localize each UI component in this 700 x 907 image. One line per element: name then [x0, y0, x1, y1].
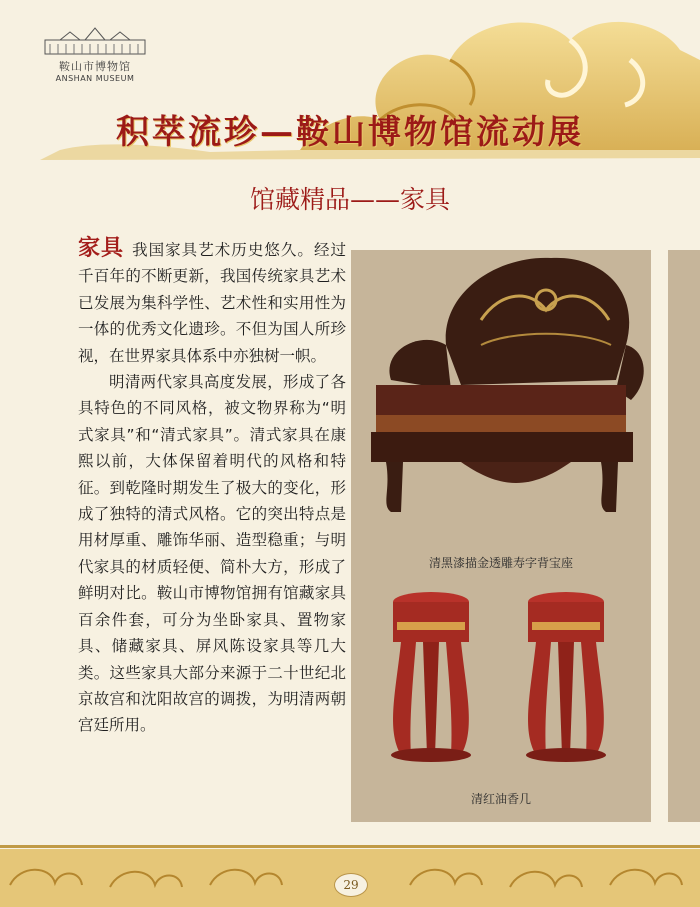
stands-caption: 清红油香几 — [470, 792, 532, 806]
side-photo-strip — [668, 250, 700, 822]
incense-stand-left — [391, 592, 471, 762]
throne-image — [371, 258, 644, 512]
throne-caption: 清黑漆描金透雕寿字背宝座 — [428, 556, 574, 570]
article-heading: 家具 — [78, 236, 125, 261]
incense-stand-right — [526, 592, 606, 762]
exhibition-title: 积萃流珍—鞍山博物馆流动展 — [116, 112, 584, 151]
article-paragraph — [78, 236, 346, 369]
section-subtitle: 馆藏精品——家具 — [249, 185, 450, 214]
museum-logo — [30, 26, 160, 83]
furniture-illustrations — [351, 250, 651, 822]
article-paragraph: 明清两代家具高度发展，形成了各具特色的不同风格，被文物界称为“明式家具”和“清式家具”。清式家具在康熙以前，大体保留着明代的风格和特征。到乾隆时期发生了极大的变化，形成了独特的清式风格。它的突出特点是用材厚重、雕饰华丽、造型稳重；与明代家具的材质轻便、简朴大方，形成了鲜明对比。鞍山市博物馆拥有馆藏家具百余件套，可分为坐卧家具、置物家具、储藏家具、屏风陈设家具等几大类。这些家具大部分来源于二十世纪北京故宫和沈阳故宫的调拨，为明清两朝宫廷所用。 — [78, 373, 346, 735]
page-number: 29 — [334, 873, 368, 897]
photo-panel — [351, 250, 651, 822]
paragraph-text: 我国家具艺术历史悠久。经过千百年的不断更新，我国传统家具艺术已发展为集科学性、艺术性和实用性为一体的优秀文化遗珍。不但为国人所珍视，在世界家具体系中亦独树一帜。 — [78, 241, 346, 365]
logo-english-text: ANSHAN MUSEUM — [55, 74, 135, 83]
article-body — [78, 236, 346, 739]
logo-chinese-text: 鞍山市博物馆 — [59, 60, 131, 73]
museum-building-icon — [40, 26, 150, 56]
